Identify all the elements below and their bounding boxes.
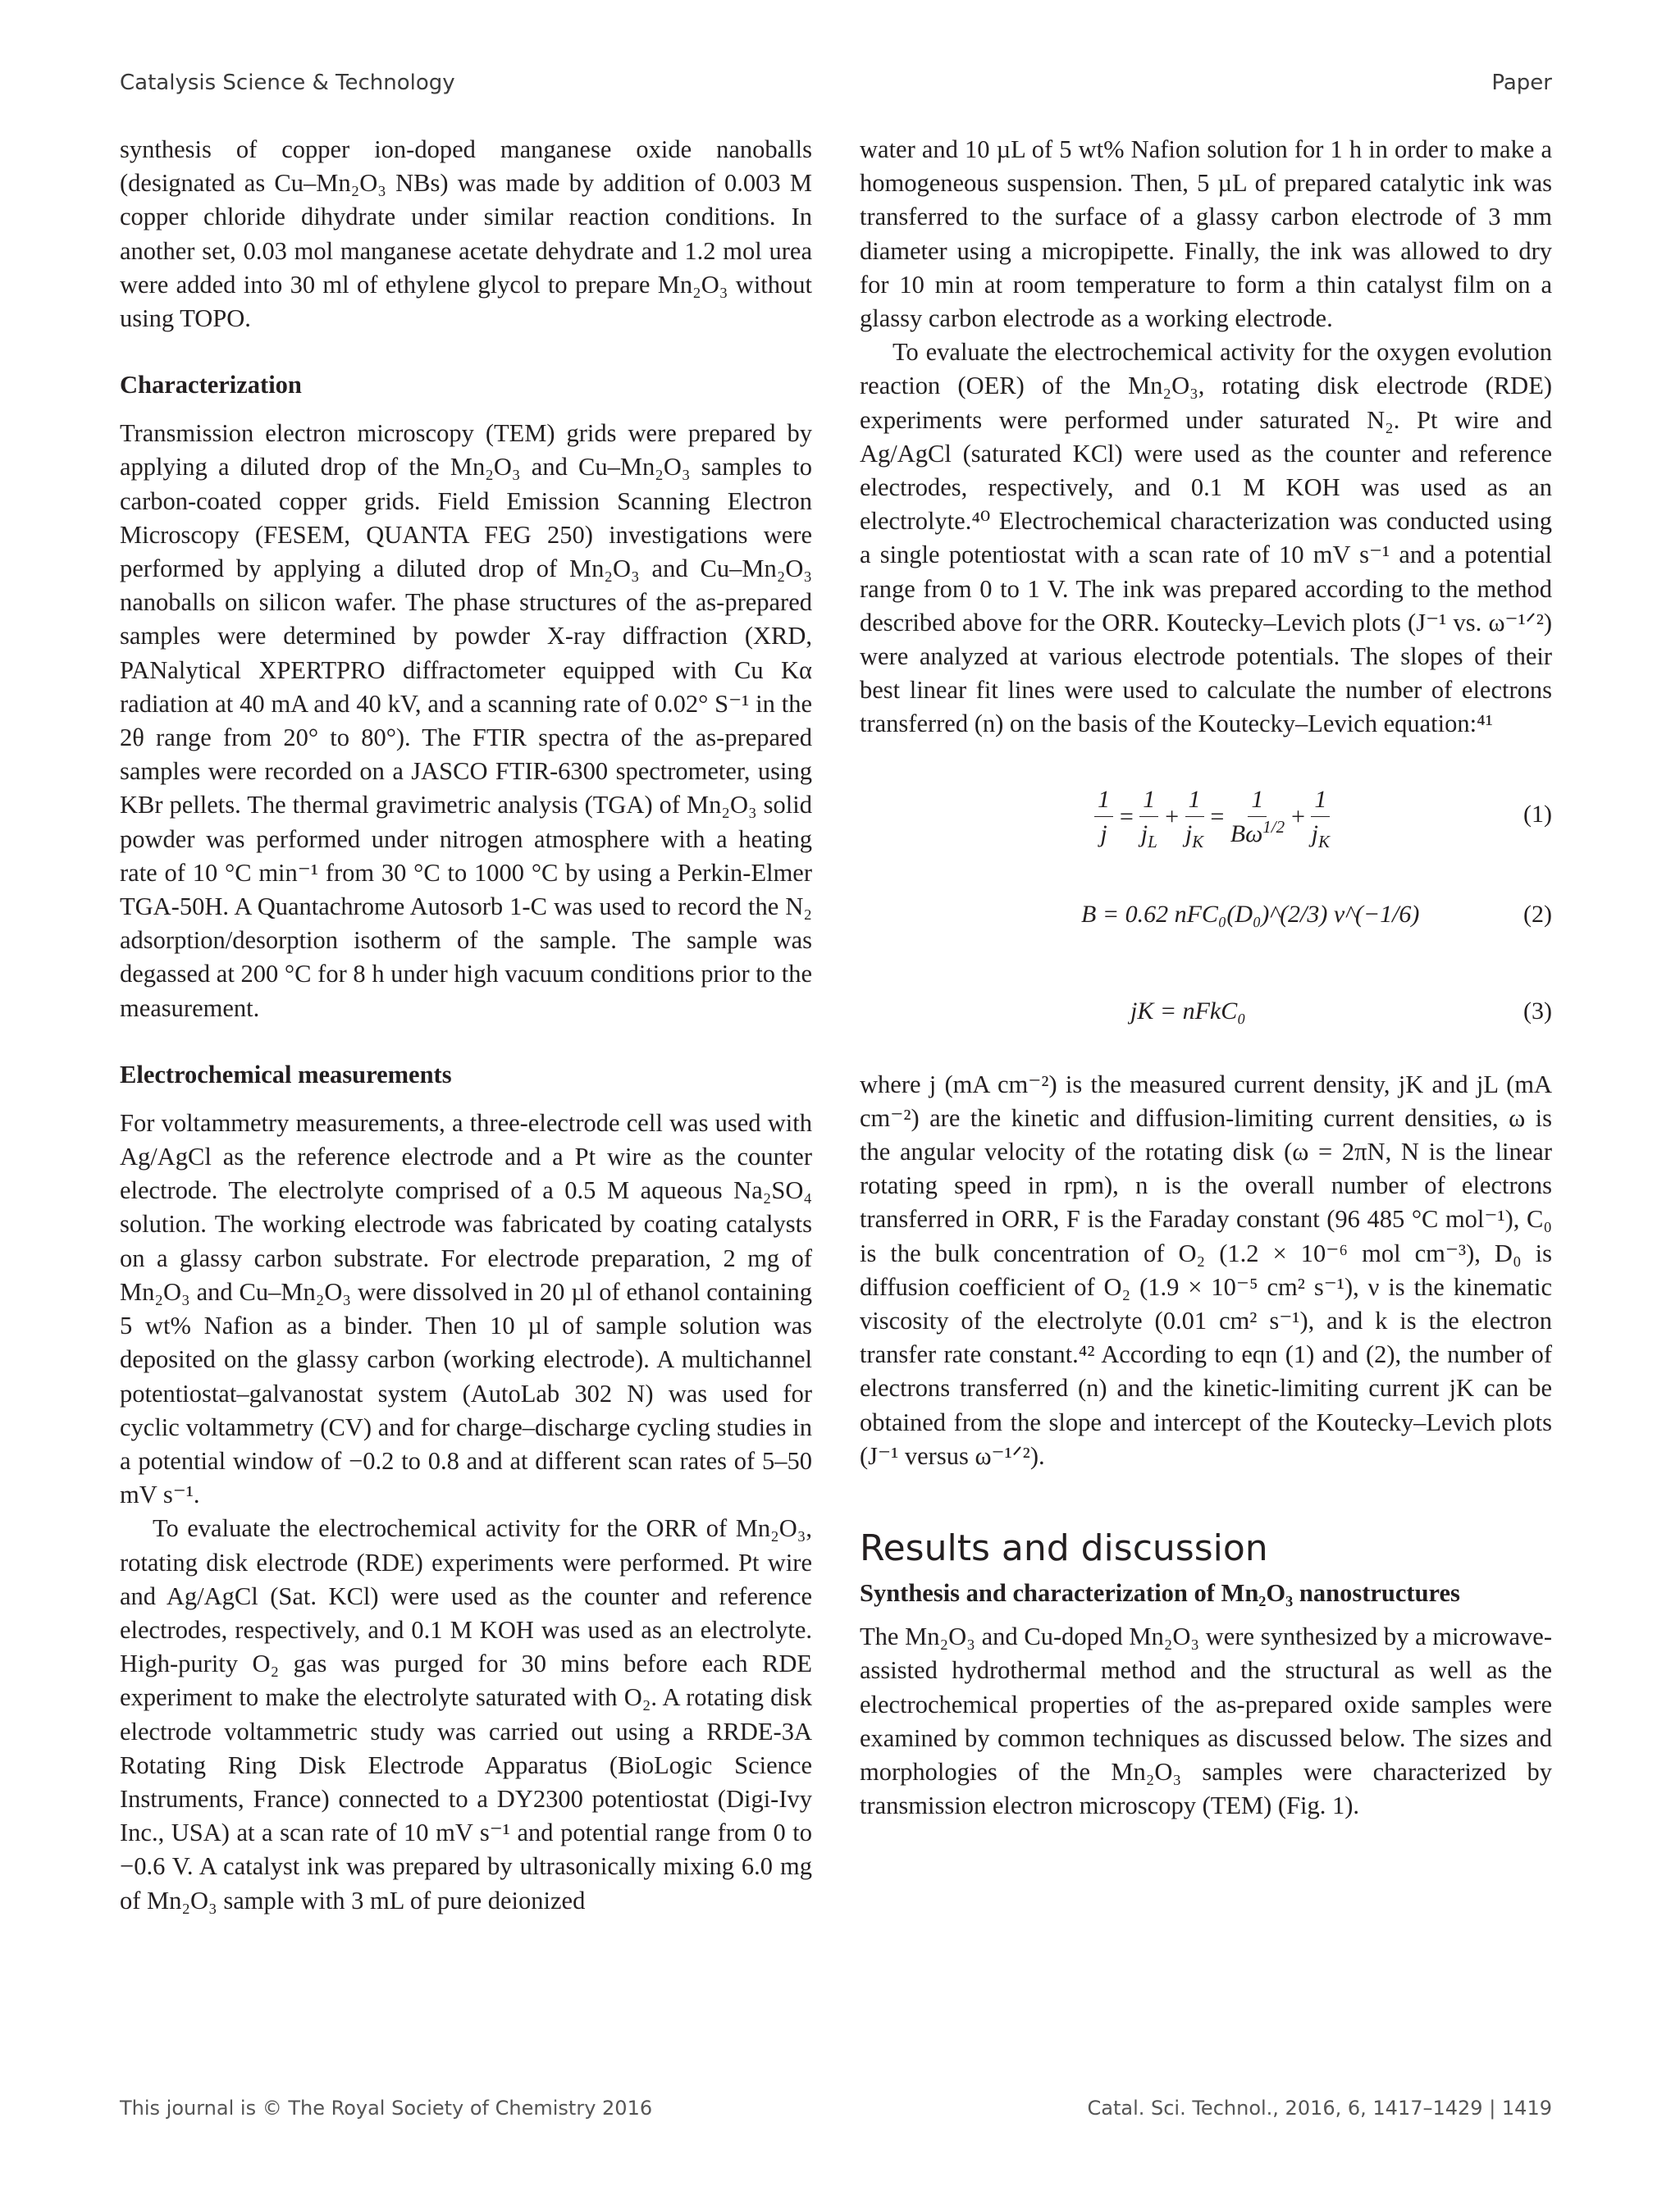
footer-copyright: This journal is © The Royal Society of Chemistry 2016 — [120, 2097, 653, 2120]
footer-citation: Catal. Sci. Technol., 2016, 6, 1417–1429 | 1419 — [1087, 2097, 1552, 2120]
paragraph-orr: To evaluate the electrochemical activity for the ORR of Mn₂O₃, rotating disk electrode (RDE) experiments were performed. Pt wire and Ag/AgCl (Sat. KCl) were used as the counter and reference electrodes, respectively, and 0.1 M KOH was used as an electrolyte. High-purity O₂ gas was purged for 30 mins before each RDE experiment to make the electrolyte saturated with O₂. A rotating disk electrode voltammetric study was carried out using a RRDE-3A Rotating Ring Disk Electrode Apparatus (BioLogic Science Instruments, France) connected to a DY2300 potentiostat (Digi-Ivy Inc., USA) at a scan rate of 10 mV s⁻¹ and potential range from 0 to −0.6 V. A catalyst ink was prepared by ultrasonically mixing 6.0 mg of Mn₂O₃ sample with 3 mL of pure deionized — [120, 1514, 812, 1915]
heading-characterization: Characterization — [120, 371, 302, 399]
paragraph-results: The Mn₂O₃ and Cu-doped Mn₂O₃ were synthesized by a microwave-assisted hydrothermal method and the structural as well as the electrochemical properties of the as-prepared oxide samples were examined by common techniques as discussed below. The sizes and morphologies of the Mn₂O₃ samples were characterized by transmission electron microscopy (TEM) (Fig. 1). — [860, 1623, 1552, 1820]
section-label: Paper — [1491, 71, 1552, 95]
paragraph-characterization: Transmission electron microscopy (TEM) grids were prepared by applying a diluted drop of the Mn₂O₃ and Cu–Mn₂O₃ samples to carbon-coated copper grids. Field Emission Scanning Electron Microscopy (FESEM, QUANTA FEG 250) investigations were performed by applying a diluted drop of Mn₂O₃ and Cu–Mn₂O₃ nanoballs on silicon wafer. The phase structures of the as-prepared samples were determined by powder X-ray diffraction (XRD, PANalytical XPERTPRO diffractometer equipped with Cu Kα radiation at 40 mA and 40 kV, and a scanning rate of 0.02° S⁻¹ in the 2θ range from 20° to 80°). The FTIR spectra of the as-prepared samples were recorded on a JASCO FTIR-6300 spectrometer, using KBr pellets. The thermal gravimetric analysis (TGA) of Mn₂O₃ solid powder was performed under nitrogen atmosphere with a heating rate of 10 °C min⁻¹ from 30 °C to 1000 °C by using a Perkin-Elmer TGA-50H. A Quantachrome Autosorb 1-C was used to record the N₂ adsorption/desorption isotherm of the sample. The sample was degassed at 200 °C for 8 h under high vacuum conditions prior to the measurement. — [120, 419, 812, 1022]
paragraph-voltammetry: For voltammetry measurements, a three-electrode cell was used with Ag/AgCl as the reference electrode and a Pt wire as the counter electrode. The electrolyte comprised of a 0.5 M aqueous Na₂SO₄ solution. The working electrode was fabricated by coating catalysts on a glassy carbon substrate. For electrode preparation, 2 mg of Mn₂O₃ and Cu–Mn₂O₃ were dissolved in 20 µl of ethanol containing 5 wt% Nafion as a binder. Then 10 µl of sample solution was deposited on the glassy carbon (working electrode). A multichannel potentiostat–galvanostat system (AutoLab 302 N) was used for cyclic voltammetry (CV) and for charge–discharge cycling studies in a potential window of −0.2 to 0.8 and at different scan rates of 5–50 mV s⁻¹. — [120, 1108, 812, 1509]
paragraph-variables: where j (mA cm⁻²) is the measured current density, jK and jL (mA cm⁻²) are the kinetic and diffusion-limiting current densities, ω is the angular velocity of the rotating disk (ω = 2πN, N is the linear rotating speed in rpm), n is the overall number of electrons transferred in ORR, F is the Faraday constant (96 485 °C mol⁻¹), C₀ is the bulk concentration of O₂ (1.2 × 10⁻⁶ mol cm⁻³), D₀ is diffusion coefficient of O₂ (1.9 × 10⁻⁵ cm² s⁻¹), ν is the kinematic viscosity of the electrolyte (0.01 cm² s⁻¹), and k is the electron transfer rate constant.⁴² According to eqn (1) and (2), the number of electrons transferred (n) and the kinetic-limiting current jK can be obtained from the slope and intercept of the Koutecky–Levich plots (J⁻¹ versus ω⁻¹ᐟ²). — [860, 1070, 1552, 1470]
paragraph-synthesis: synthesis of copper ion-doped manganese oxide nanoballs (designated as Cu–Mn₂O₃ NBs) was made by addition of 0.003 M copper chloride dihydrate under similar reaction conditions. In another set, 0.03 mol manganese acetate dehydrate and 1.2 mol urea were added into 30 ml of ethylene glycol to prepare Mn₂O₃ without using TOPO. — [120, 135, 812, 333]
heading-synthesis-characterization: Synthesis and characterization of Mn₂O₃ nanostructures — [860, 1579, 1460, 1608]
right-column — [860, 133, 1552, 1823]
equation-2 — [860, 881, 1552, 955]
heading-electrochemical: Electrochemical measurements — [120, 1060, 452, 1089]
equation-3-text: jK = nFkC₀ — [1130, 997, 1246, 1025]
equation-2-text: B = 0.62 nFC₀(D₀)^(2/3) ν^(−1/6) — [1081, 900, 1420, 928]
equation-3 — [860, 988, 1552, 1037]
equation-2-number: (2) — [1523, 900, 1552, 928]
left-column — [120, 133, 812, 1918]
paragraph-ink: water and 10 µL of 5 wt% Nafion solution for 1 h in order to make a homogeneous suspension. Then, 5 µL of prepared catalytic ink was transferred to the surface of a glassy carbon electrode of 3 mm diameter using a micropipette. Finally, the ink was allowed to dry for 10 min at room temperature to form a thin catalyst film on a glassy carbon electrode as a working electrode. — [860, 135, 1552, 333]
equation-3-number: (3) — [1523, 997, 1552, 1025]
journal-name: Catalysis Science & Technology — [120, 71, 455, 95]
equation-1-number: (1) — [1523, 800, 1552, 828]
heading-results: Results and discussion — [860, 1527, 1268, 1570]
paragraph-oer: To evaluate the electrochemical activity for the oxygen evolution reaction (OER) of the Mn₂O₃, rotating disk electrode (RDE) experiments were performed under saturated N₂. Pt wire and Ag/AgCl (saturated KCl) were used as the counter and reference electrodes, respectively, and 0.1 M KOH was used as an electrolyte.⁴⁰ Electrochemical characterization was conducted using a single potentiostat with a scan rate of 10 mV s⁻¹ and a potential range from 0 to 1 V. The ink was prepared according to the method described above for the ORR. Koutecky–Levich plots (J⁻¹ vs. ω⁻¹ᐟ²) were analyzed at various electrode potentials. The slopes of their best linear fit lines were used to calculate the number of electrons transferred (n) on the basis of the Koutecky–Levich equation:⁴¹ — [860, 338, 1552, 738]
equation-1: $\frac{1}{j}$ = $\frac{1}{j_L}$ + $\frac{1}{j_K}$ = $\frac{1}{B\omega^{1/2}}$ + $\frac{1}{j_K}$ (1) — [860, 774, 1552, 856]
